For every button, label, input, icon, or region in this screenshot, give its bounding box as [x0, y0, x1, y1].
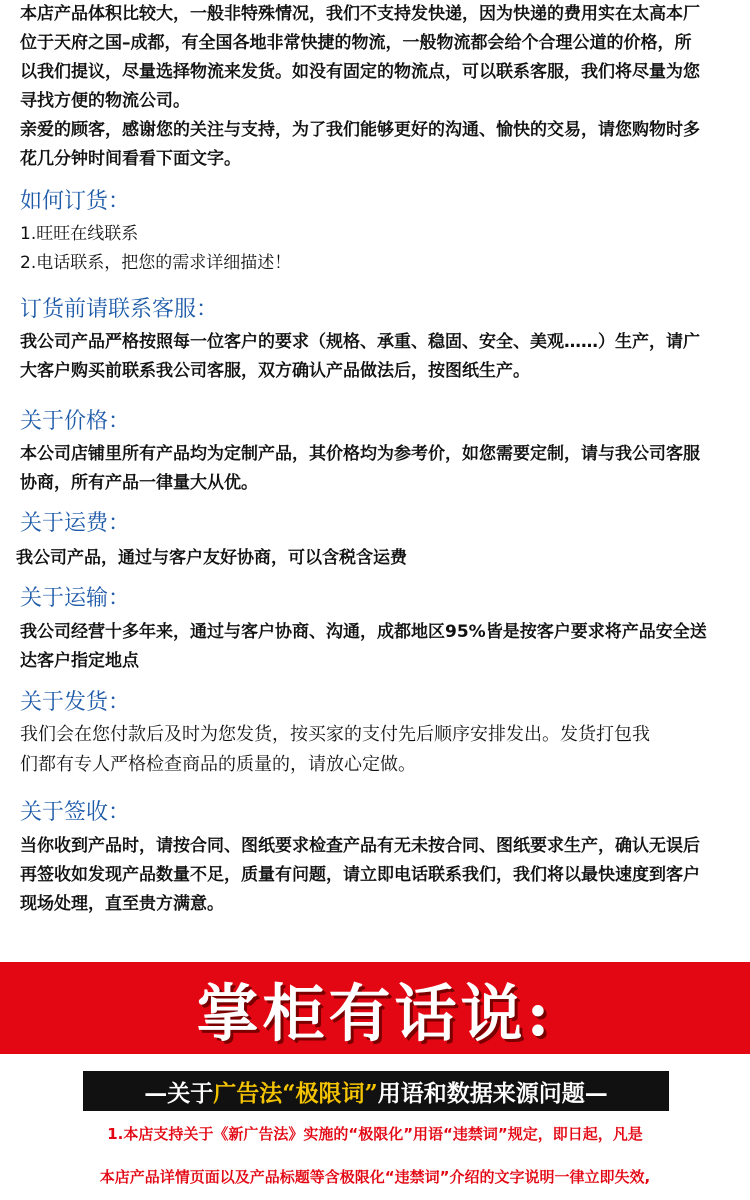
intro-line: 寻找方便的物流公司。 — [20, 91, 190, 111]
receipt-heading: 关于签收： — [20, 800, 131, 825]
intro-line: 以我们提议，尽量选择物流来发货。如没有固定的物流点，可以联系客服，我们将尽量为您 — [20, 62, 700, 82]
transport-heading: 关于运输： — [20, 586, 131, 611]
ad-law-subtitle-bar — [83, 1071, 669, 1111]
intro-line: 本店产品体积比较大，一般非特殊情况，我们不支持发快递，因为快递的费用实在太高本厂 — [20, 4, 700, 24]
price-line: 协商，所有产品一律量大从优。 — [20, 473, 258, 493]
receipt-line: 现场处理，直至贵方满意。 — [20, 894, 224, 914]
transport-text — [20, 618, 732, 676]
order-heading: 如何订货： — [20, 189, 131, 214]
shopkeeper-banner — [0, 962, 750, 1054]
price-line: 本公司店铺里所有产品均为定制产品，其价格均为参考价，如您需要定制，请与我公司客服 — [20, 444, 700, 464]
receipt-line: 当你收到产品时，请按合同、图纸要求检查产品有无未按合同、图纸要求生产，确认无误后 — [20, 836, 700, 856]
price-text — [20, 440, 732, 498]
ad-law-notice-line-2: 本店产品详情页面以及产品标题等含极限化“违禁词”介绍的文字说明一律立即失效, — [99, 1168, 651, 1186]
contact-text — [20, 328, 732, 386]
subtitle-highlight-ad-law: 广告法 — [213, 1079, 283, 1107]
order-line: 2.电话联系，把您的需求详细描述！ — [20, 253, 292, 273]
freight-line: 我公司产品，通过与客户友好协商，可以含税含运费 — [16, 548, 407, 568]
order-line: 1.旺旺在线联系 — [20, 224, 139, 244]
subtitle-suffix: 用语和数据来源问题— — [377, 1079, 608, 1107]
ad-law-notice-line-1: 1.本店支持关于《新广告法》实施的“极限化”用语“违禁词”规定，即日起，凡是 — [107, 1125, 643, 1143]
contact-heading: 订货前请联系客服： — [20, 297, 219, 322]
subtitle-prefix: —关于 — [144, 1079, 214, 1107]
subtitle-highlight-extreme-words: “极限词” — [282, 1079, 378, 1107]
intro-paragraph — [20, 0, 732, 174]
shipping-line: 我们会在您付款后及时为您发货，按买家的支付先后顺序安排发出。发货打包我 — [20, 724, 650, 745]
banner-title: 掌柜有话说: — [196, 976, 554, 1050]
shipping-heading: 关于发货： — [20, 690, 131, 715]
freight-heading: 关于运费： — [20, 511, 131, 536]
transport-line: 达客户指定地点 — [20, 651, 139, 671]
freight-text — [16, 544, 728, 573]
intro-line: 花几分钟时间看看下面文字。 — [20, 149, 241, 169]
transport-line: 我公司经营十多年来，通过与客户协商、沟通，成都地区95%皆是按客户要求将产品安全送 — [20, 622, 707, 642]
receipt-line: 再签收如发现产品数量不足，质量有问题，请立即电话联系我们，我们将以最快速度到客户 — [20, 865, 700, 885]
contact-line: 大客户购买前联系我公司客服，双方确认产品做法后，按图纸生产。 — [20, 361, 530, 381]
shipping-line: 们都有专人严格检查商品的质量的，请放心定做。 — [20, 754, 416, 775]
intro-line: 亲爱的顾客，感谢您的关注与支持，为了我们能够更好的沟通、愉快的交易，请您购物时多 — [20, 120, 700, 140]
price-heading: 关于价格： — [20, 409, 131, 434]
receipt-text — [20, 832, 732, 919]
order-text — [20, 220, 732, 278]
contact-line: 我公司产品严格按照每一位客户的要求（规格、承重、稳固、安全、美观……）生产，请广 — [20, 332, 700, 352]
shipping-text — [20, 720, 732, 780]
intro-line: 位于天府之国–成都，有全国各地非常快捷的物流，一般物流都会给个合理公道的价格，所 — [20, 33, 692, 53]
